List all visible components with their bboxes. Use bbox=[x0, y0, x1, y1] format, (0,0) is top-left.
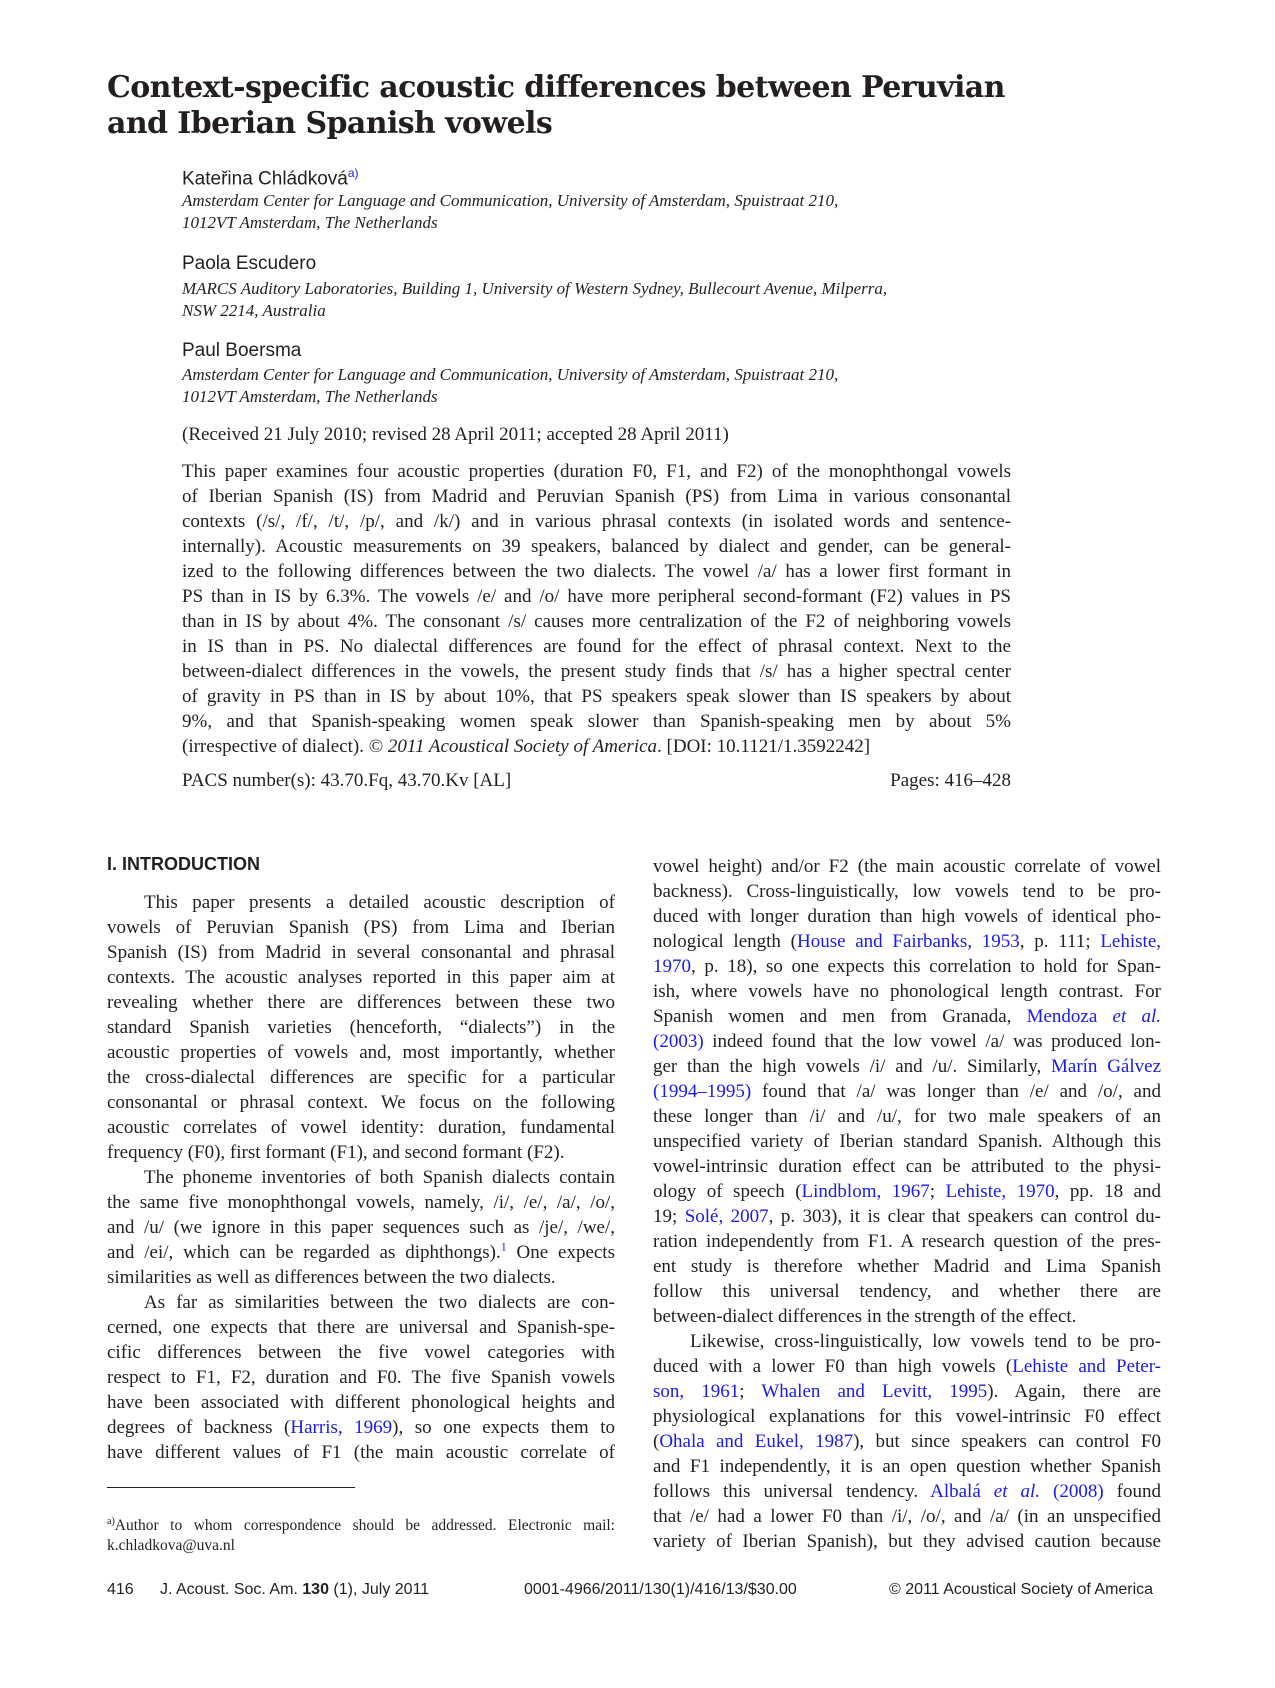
journal-volume: 130 bbox=[302, 1581, 329, 1598]
text-line bbox=[653, 1429, 1161, 1454]
text-line bbox=[107, 1440, 615, 1465]
text-run: standard Spanish varieties (henceforth, “dialects”) in the bbox=[107, 1017, 615, 1038]
text-run: in IS than in PS. No dialectal differences are found for the effect of phrasal context. Next to the bbox=[182, 636, 1011, 657]
text-run: ized to the following differences between the two dialects. The vowel /a/ has a lower first formant in bbox=[182, 561, 1011, 582]
text-run: ), but since speakers can control F0 bbox=[853, 1431, 1161, 1452]
text-line bbox=[653, 1129, 1161, 1154]
text-run: acoustic correlates of vowel identity: duration, fundamental bbox=[107, 1117, 615, 1138]
affiliation-line: Amsterdam Center for Language and Communication, University of Amsterdam, Spuistraat 210, bbox=[182, 191, 839, 210]
text-line bbox=[653, 1004, 1161, 1029]
text-run: Spanish (IS) from Madrid in several consonantal and phrasal bbox=[107, 942, 615, 963]
text-run: and /ei/, which can be regarded as diphthongs). bbox=[107, 1242, 501, 1263]
text-run: internally). Acoustic measurements on 39 speakers, balanced by dialect and gender, can be general- bbox=[182, 536, 1011, 557]
text-line bbox=[182, 609, 1011, 634]
author-name bbox=[182, 166, 359, 190]
footnote-email: k.chladkova@uva.nl bbox=[107, 1537, 235, 1555]
text-run: found that /a/ was longer than /e/ and /o/, and bbox=[751, 1081, 1161, 1102]
text-line bbox=[653, 1154, 1161, 1179]
footnote-divider bbox=[107, 1487, 355, 1488]
citation-link[interactable]: House and Fairbanks, 1953 bbox=[796, 931, 1020, 952]
page-range: Pages: 416–428 bbox=[890, 770, 1011, 791]
text-line bbox=[107, 1290, 615, 1315]
pacs-line bbox=[182, 770, 1011, 792]
text-line bbox=[182, 459, 1011, 484]
text-run: PS than in IS by 6.3%. The vowels /e/ and /o/ have more peripheral second-formant (F2) values in PS bbox=[182, 586, 1011, 607]
text-run: of Iberian Spanish (IS) from Madrid and Peruvian Spanish (PS) from Lima in various consonantal bbox=[182, 486, 1011, 507]
text-run: ent study is therefore whether Madrid and Lima Spanish bbox=[653, 1256, 1161, 1277]
text-run: Likewise, cross-linguistically, low vowels tend to be pro- bbox=[690, 1331, 1161, 1352]
citation-link[interactable]: Whalen and Levitt, 1995 bbox=[761, 1381, 988, 1402]
text-line bbox=[182, 709, 1011, 734]
text-run: , p. 111; bbox=[1019, 931, 1101, 952]
footnote-ref-link[interactable]: 1 bbox=[500, 1240, 507, 1254]
text-line bbox=[107, 1090, 615, 1115]
text-line bbox=[653, 1279, 1161, 1304]
citation-link[interactable]: Albalá bbox=[930, 1481, 994, 1502]
journal-issue: (1), July 2011 bbox=[328, 1581, 430, 1598]
footnote-marker: a) bbox=[107, 1516, 115, 1527]
footnote bbox=[107, 1512, 615, 1556]
text-run: (irrespective of dialect). © bbox=[182, 736, 388, 757]
citation-link[interactable]: et al. bbox=[993, 1481, 1041, 1502]
citation-link[interactable]: (1994–1995) bbox=[653, 1081, 752, 1102]
pacs-numbers: PACS number(s): 43.70.Fq, 43.70.Kv [AL] bbox=[182, 770, 512, 791]
text-run: Spanish women and men from Granada, bbox=[653, 1006, 1027, 1027]
author-affiliation bbox=[182, 190, 1082, 234]
citation-link[interactable]: Lindblom, 1967 bbox=[801, 1181, 930, 1202]
text-run: unspecified variety of Iberian standard Spanish. Although this bbox=[653, 1131, 1161, 1152]
text-line bbox=[107, 1365, 615, 1390]
text-run: ; bbox=[739, 1381, 762, 1402]
title-line: and Iberian Spanish vowels bbox=[107, 106, 553, 141]
text-line bbox=[653, 1529, 1161, 1554]
citation-link[interactable]: Harris, 1969 bbox=[290, 1417, 393, 1438]
footer-code: 0001-4966/2011/130(1)/416/13/$30.00 bbox=[524, 1581, 797, 1598]
text-line bbox=[182, 534, 1011, 559]
author-affiliation bbox=[182, 278, 1082, 322]
citation-link[interactable]: Lehiste, 1970 bbox=[945, 1181, 1055, 1202]
text-line bbox=[653, 1404, 1161, 1429]
text-line bbox=[653, 1329, 1161, 1354]
text-line bbox=[107, 1065, 615, 1090]
text-line bbox=[182, 659, 1011, 684]
affiliation-line: MARCS Auditory Laboratories, Building 1, University of Western Sydney, Bullecourt Avenue, Milperra, bbox=[182, 279, 888, 298]
text-run: vowel height) and/or F2 (the main acoustic correlate of vowel bbox=[653, 856, 1161, 877]
text-line bbox=[107, 965, 615, 990]
text-run: This paper examines four acoustic properties (duration F0, F1, and F2) of the monophthongal vowels bbox=[182, 461, 1011, 482]
citation-link[interactable]: son, 1961 bbox=[653, 1381, 740, 1402]
text-line bbox=[653, 1079, 1161, 1104]
text-run: the cross-dialectal differences are specific for a particular bbox=[107, 1067, 615, 1088]
text-line bbox=[107, 1115, 615, 1140]
text-line bbox=[107, 915, 615, 940]
text-line bbox=[107, 1340, 615, 1365]
text-run: duced with longer duration than high vowels of identical pho- bbox=[653, 906, 1161, 927]
text-run: have been associated with different phonological heights and bbox=[107, 1392, 615, 1413]
text-run: that /e/ had a lower F0 than /i/, /o/, and /a/ (in an unspecified bbox=[653, 1506, 1161, 1527]
text-run: revealing whether there are differences between these two bbox=[107, 992, 615, 1013]
footnote-ref-link[interactable]: a) bbox=[347, 166, 359, 180]
text-run: backness). Cross-linguistically, low vowels tend to be pro- bbox=[653, 881, 1161, 902]
text-line bbox=[653, 854, 1161, 879]
text-run: 9%, and that Spanish-speaking women speak slower than Spanish-speaking men by about 5% bbox=[182, 711, 1011, 732]
text-run: the same five monophthongal vowels, namely, /i/, /e/, /a/, /o/, bbox=[107, 1192, 615, 1213]
text-run: vowels of Peruvian Spanish (PS) from Lima and Iberian bbox=[107, 917, 615, 938]
text-run: ger than the high vowels /i/ and /u/. Similarly, bbox=[653, 1056, 1051, 1077]
section-heading: I. INTRODUCTION bbox=[107, 854, 260, 874]
text-line bbox=[107, 1190, 615, 1215]
text-line bbox=[653, 979, 1161, 1004]
text-line bbox=[182, 684, 1011, 709]
text-run: contexts. The acoustic analyses reported in this paper aim at bbox=[107, 967, 615, 988]
text-line bbox=[653, 1179, 1161, 1204]
text-run: cific differences between the five vowel categories with bbox=[107, 1342, 615, 1363]
text-run: indeed found that the low vowel /a/ was produced lon- bbox=[703, 1031, 1161, 1052]
text-run: 19; bbox=[653, 1206, 685, 1227]
text-line bbox=[182, 584, 1011, 609]
footer-page-number: 416 bbox=[107, 1581, 134, 1598]
footer-journal bbox=[160, 1581, 429, 1599]
text-line bbox=[107, 1265, 615, 1290]
text-run: of gravity in PS than in IS by about 10%, that PS speakers speak slower than IS speakers by about bbox=[182, 686, 1011, 707]
text-run: respect to F1, F2, duration and F0. The five Spanish vowels bbox=[107, 1367, 615, 1388]
italic-text: 2011 Acoustical Society of America bbox=[387, 736, 658, 757]
text-run: variety of Iberian Spanish), but they advised caution because bbox=[653, 1531, 1161, 1552]
text-run: and /u/ (we ignore in this paper sequences such as /je/, /we/, bbox=[107, 1217, 615, 1238]
text-line bbox=[107, 1040, 615, 1065]
text-run: ), so one expects them to bbox=[392, 1417, 615, 1438]
title-line: Context-specific acoustic differences between Peruvian bbox=[107, 70, 1005, 105]
text-line bbox=[107, 940, 615, 965]
received-dates: (Received 21 July 2010; revised 28 April 2011; accepted 28 April 2011) bbox=[182, 424, 729, 445]
text-line bbox=[653, 1254, 1161, 1279]
text-line bbox=[653, 1104, 1161, 1129]
text-run: ish, where vowels have no phonological length contrast. For bbox=[653, 981, 1161, 1002]
citation-link[interactable]: 1970 bbox=[653, 956, 691, 977]
text-line bbox=[107, 1415, 615, 1440]
text-line bbox=[107, 1315, 615, 1340]
affiliation-line: NSW 2214, Australia bbox=[182, 301, 326, 320]
text-line bbox=[653, 879, 1161, 904]
text-line bbox=[107, 890, 615, 915]
text-run: similarities as well as differences between the two dialects. bbox=[107, 1267, 556, 1288]
text-line bbox=[653, 904, 1161, 929]
text-line bbox=[653, 1479, 1161, 1504]
citation-link[interactable]: Marín Gálvez bbox=[1051, 1056, 1161, 1077]
author-name: Paola Escudero bbox=[182, 253, 317, 274]
citation-link[interactable]: (2008) bbox=[1040, 1481, 1104, 1502]
text-run: , pp. 18 and bbox=[1054, 1181, 1161, 1202]
text-line bbox=[653, 1054, 1161, 1079]
text-run: , p. 18), so one expects this correlation to hold for Span- bbox=[691, 956, 1161, 977]
text-line bbox=[653, 1454, 1161, 1479]
abstract bbox=[182, 459, 1011, 759]
citation-link[interactable]: (2003) bbox=[653, 1031, 704, 1052]
footnote-text: Author to whom correspondence should be addressed. Electronic mail: bbox=[114, 1517, 615, 1535]
text-run: found bbox=[1103, 1481, 1161, 1502]
text-run: between-dialect differences in the strength of the effect. bbox=[653, 1306, 1077, 1327]
text-run: nological length ( bbox=[653, 931, 797, 952]
text-line bbox=[107, 1140, 615, 1165]
left-column bbox=[107, 890, 615, 1465]
citation-link[interactable]: Lehiste and Peter- bbox=[1012, 1356, 1161, 1377]
text-run: , p. 303), it is clear that speakers can control du- bbox=[768, 1206, 1161, 1227]
text-line bbox=[653, 1379, 1161, 1404]
text-run: between-dialect differences in the vowels, the present study finds that /s/ has a higher spectral center bbox=[182, 661, 1011, 682]
text-run: ; bbox=[929, 1181, 946, 1202]
citation-link[interactable]: Ohala and Eukel, 1987 bbox=[659, 1431, 854, 1452]
text-run: As far as similarities between the two dialects are con- bbox=[144, 1292, 615, 1313]
text-line bbox=[653, 1029, 1161, 1054]
text-run: frequency (F0), first formant (F1), and second formant (F2). bbox=[107, 1142, 565, 1163]
text-run: follows this universal tendency. bbox=[653, 1481, 931, 1502]
text-run: follow this universal tendency, and whether there are bbox=[653, 1281, 1161, 1302]
text-line bbox=[107, 1240, 615, 1265]
citation-link[interactable]: Lehiste, bbox=[1100, 931, 1161, 952]
affiliation-line: 1012VT Amsterdam, The Netherlands bbox=[182, 213, 438, 232]
journal-name: J. Acoust. Soc. Am. bbox=[160, 1581, 303, 1598]
text-run: This paper presents a detailed acoustic description of bbox=[144, 892, 615, 913]
text-run: . [DOI: 10.1121/1.3592242] bbox=[657, 736, 871, 757]
author-name-text: Kateřina Chládková bbox=[182, 168, 348, 190]
right-column bbox=[653, 854, 1161, 1554]
text-run: consonantal or phrasal context. We focus on the following bbox=[107, 1092, 615, 1113]
text-run: ). Again, there are bbox=[987, 1381, 1161, 1402]
text-line bbox=[107, 990, 615, 1015]
author-affiliation bbox=[182, 364, 1082, 408]
text-run: The phoneme inventories of both Spanish dialects contain bbox=[144, 1167, 615, 1188]
text-line bbox=[107, 1165, 615, 1190]
text-line bbox=[653, 1304, 1161, 1329]
footnote-line bbox=[107, 1512, 615, 1536]
text-line bbox=[653, 1229, 1161, 1254]
affiliation-line: 1012VT Amsterdam, The Netherlands bbox=[182, 387, 438, 406]
text-line bbox=[107, 1390, 615, 1415]
text-line bbox=[182, 634, 1011, 659]
citation-link[interactable]: Solé, 2007 bbox=[684, 1206, 769, 1227]
text-run: ( bbox=[653, 1431, 660, 1452]
text-run: ration independently from F1. A research question of the pres- bbox=[653, 1231, 1161, 1252]
text-line bbox=[653, 1354, 1161, 1379]
text-run: One expects bbox=[506, 1242, 615, 1263]
text-line bbox=[653, 1504, 1161, 1529]
text-run: these longer than /i/ and /u/, for two male speakers of an bbox=[653, 1106, 1161, 1127]
text-line bbox=[182, 484, 1011, 509]
text-run: physiological explanations for this vowel-intrinsic F0 effect bbox=[653, 1406, 1161, 1427]
paper-title bbox=[107, 70, 1107, 142]
text-line bbox=[182, 559, 1011, 584]
text-line bbox=[182, 509, 1011, 534]
text-run: have different values of F1 (the main acoustic correlate of bbox=[107, 1442, 615, 1463]
text-run: and F1 independently, it is an open question whether Spanish bbox=[653, 1456, 1161, 1477]
text-line bbox=[107, 1215, 615, 1240]
text-run: than in IS by about 4%. The consonant /s/ causes more centralization of the F2 of neighboring vowels bbox=[182, 611, 1011, 632]
text-line bbox=[653, 929, 1161, 954]
text-run: ology of speech ( bbox=[653, 1181, 802, 1202]
footer-copyright: © 2011 Acoustical Society of America bbox=[889, 1581, 1154, 1598]
text-line bbox=[653, 1204, 1161, 1229]
text-line bbox=[182, 734, 1011, 759]
text-run: degrees of backness ( bbox=[107, 1417, 291, 1438]
text-line bbox=[107, 1015, 615, 1040]
affiliation-line: Amsterdam Center for Language and Communication, University of Amsterdam, Spuistraat 210, bbox=[182, 365, 839, 384]
text-line bbox=[653, 954, 1161, 979]
author-name: Paul Boersma bbox=[182, 340, 302, 361]
text-run: duced with a lower F0 than high vowels ( bbox=[653, 1356, 1013, 1377]
citation-link[interactable]: Mendoza bbox=[1026, 1006, 1113, 1027]
text-run: vowel-intrinsic duration effect can be attributed to the physi- bbox=[653, 1156, 1161, 1177]
text-run: acoustic properties of vowels and, most importantly, whether bbox=[107, 1042, 615, 1063]
text-run: contexts (/s/, /f/, /t/, /p/, and /k/) and in various phrasal contexts (in isolated words and sentence- bbox=[182, 511, 1011, 532]
citation-link[interactable]: et al. bbox=[1112, 1006, 1161, 1027]
text-run: cerned, one expects that there are universal and Spanish-spe- bbox=[107, 1317, 615, 1338]
